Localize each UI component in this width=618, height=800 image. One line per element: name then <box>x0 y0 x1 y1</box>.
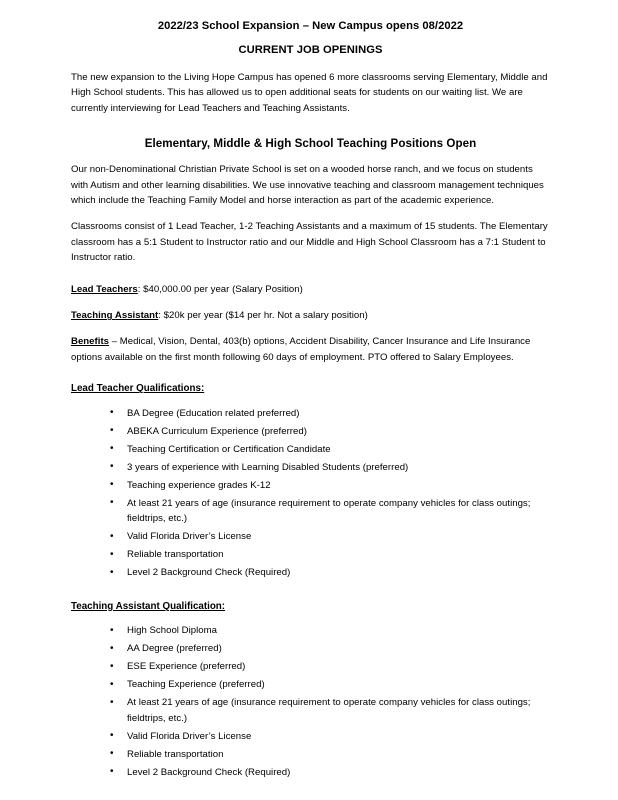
list-item: • Teaching experience grades K-12 <box>110 478 550 494</box>
spacer <box>71 127 550 136</box>
list-item: • Level 2 Background Check (Required) <box>110 765 550 781</box>
list-item: • ABEKA Curriculum Experience (preferred) <box>110 424 550 440</box>
document-title: 2022/23 School Expansion – New Campus opens 08/2022 <box>157 20 464 32</box>
list-item: • Teaching Certification or Certification Candidate <box>110 442 550 458</box>
list-item: • Teaching Experience (preferred) <box>110 677 550 693</box>
compensation-text: $20k per year ($14 per hr. Not a salary position) <box>160 310 368 322</box>
list-item: • At least 21 years of age (insurance requirement to operate company vehicles for class outings; fieldtrips, etc.) <box>110 695 550 726</box>
compensation-label: Lead Teachers <box>71 283 138 295</box>
list-item: • Reliable transportation <box>110 547 550 563</box>
section-heading-teaching-positions: Elementary, Middle & High School Teaching Positions Open <box>144 137 477 151</box>
list-item: • High School Diploma <box>110 623 550 639</box>
school-description-paragraph: Our non-Denominational Christian Private School is set on a wooded horse ranch, and we focus on students with Autism and other learning disabilities. We use innovative teaching and classroom management techniques which include the Teaching Family Model and horse interaction as part of the academic experience. <box>71 164 544 207</box>
classroom-description-paragraph: Classrooms consist of 1 Lead Teacher, 1-2 Teaching Assistants and a maximum of 15 students. The Elementary classroom has a 5:1 Student to Instructor ratio and our Middle and High School Classroom has a 7:1 Student to Instructor ratio. <box>71 221 548 264</box>
list-item: • At least 21 years of age (insurance requirement to operate company vehicles for class outings; fieldtrips, etc.) <box>110 496 550 527</box>
benefits-paragraph <box>71 334 550 365</box>
compensation-separator: : <box>137 283 141 295</box>
compensation-lead-teachers <box>71 282 550 297</box>
list-item: • AA Degree (preferred) <box>110 641 550 657</box>
document-subtitle: CURRENT JOB OPENINGS <box>238 44 383 56</box>
list-item: • Reliable transportation <box>110 747 550 763</box>
list-item: • Valid Florida Driver’s License <box>110 529 550 545</box>
list-item: • 3 years of experience with Learning Disabled Students (preferred) <box>110 460 550 476</box>
list-item: • ESE Experience (preferred) <box>110 659 550 675</box>
lead-teacher-qualifications-heading: Lead Teacher Qualifications: <box>71 383 205 395</box>
compensation-separator: : <box>158 310 161 322</box>
list-item: • Level 2 Background Check (Required) <box>110 565 550 581</box>
compensation-text: $40,000.00 per year (Salary Position) <box>140 283 303 295</box>
compensation-label: Teaching Assistant <box>71 310 159 322</box>
list-item: • Valid Florida Driver’s License <box>110 729 550 745</box>
teaching-assistant-qualifications-list <box>71 623 550 780</box>
lead-teacher-qualifications-list <box>71 406 550 581</box>
list-item: • BA Degree (Education related preferred) <box>110 406 550 422</box>
intro-paragraph: The new expansion to the Living Hope Campus has opened 6 more classrooms serving Elementary, Middle and High School students. This has allowed us to open additional seats for students on our waiting list. We are currently interviewing for Lead Teachers and Teaching Assistants. <box>71 72 548 114</box>
compensation-teaching-assistant <box>71 308 550 323</box>
benefits-text: – Medical, Vision, Dental, 403(b) options, Accident Disability, Cancer Insurance and Life Insurance options available on the first month following 60 days of employment. PTO offered to Salary Employees. <box>71 336 531 363</box>
teaching-assistant-qualifications-heading: Teaching Assistant Qualification: <box>71 600 226 612</box>
benefits-label: Benefits <box>71 336 110 348</box>
